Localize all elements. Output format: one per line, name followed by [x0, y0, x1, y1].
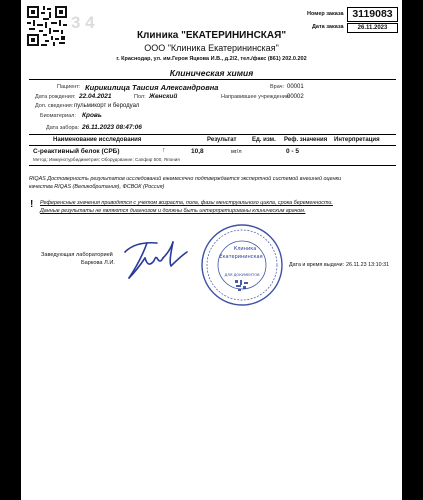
clinic-address: г. Краснодар, ул. им.Героя Яцкова И.В., д.2/2, тел./факс (861) 202.0.202: [116, 56, 307, 62]
qr-side-number: 3 4: [71, 13, 95, 32]
warning-line1: Референсные значения приводятся с учетом возраста, пола, фазы менструального цикла, срока беременности.: [40, 200, 333, 206]
col-header-interp: Интерпретация: [334, 137, 380, 143]
sex-value: Женский: [149, 93, 178, 100]
col-header-unit: Ед. изм.: [252, 137, 276, 143]
col-header-name: Наименование исследования: [53, 137, 142, 143]
birth-value: 22.04.2021: [79, 93, 112, 100]
test-unit: мг/л: [231, 149, 242, 155]
section-title: Клиническая химия: [169, 68, 254, 78]
order-number: 3119083: [347, 7, 398, 22]
test-result: 10,8: [191, 148, 204, 155]
issued-value: 26.11.23 13:10:31: [346, 262, 390, 268]
material-value: Кровь: [82, 112, 102, 119]
extra-info-value: пульмикорт и беродуал: [74, 103, 140, 109]
patient-name: Кирикилица Таисия Александровна: [85, 83, 219, 92]
doctor-value: 00001: [287, 84, 304, 90]
referral-value: 00002: [287, 94, 304, 100]
patient-label: Пациент:: [57, 84, 81, 90]
lab-report-page: [21, 0, 402, 500]
stamp-line2: Екатерининская: [219, 254, 263, 260]
lab-head-name: Баркова Л.И.: [81, 260, 115, 266]
issued-label: Дата и время выдачи:: [289, 262, 345, 268]
signature-image: [119, 232, 191, 280]
test-reference: 0 - 5: [286, 148, 300, 155]
divider: [29, 79, 396, 80]
stamp-line3: ДЛЯ ДОКУМЕНТОВ: [224, 273, 260, 277]
riqas-note-line2: качества RIQAS (Великобритания), ФСВОК (Россия): [29, 184, 165, 190]
collected-value: 26.11.2023 08:47:06: [82, 124, 142, 131]
clinic-stamp-image: [199, 222, 285, 308]
order-date-label: Дата заказа: [312, 24, 344, 30]
clinic-name: Клиника "ЕКАТЕРИНИНСКАЯ": [136, 30, 287, 41]
stamp-line1: Клиника: [233, 246, 257, 252]
order-date: 26.11.2023: [347, 23, 398, 33]
riqas-note-line1: RIQAS Достоверность результатов исследований ежемесячно подтверждается экспертной системой внешней оценки: [29, 176, 342, 182]
referral-label: Направившее учреждение:: [221, 94, 291, 100]
order-number-label: Номер заказа: [307, 11, 344, 17]
organization-name: ООО "Клиника Екатерининская": [144, 43, 279, 53]
test-method: Метод: Иммунотурбидиметрия; Оборудование: Сапфир 500, Япония: [33, 157, 180, 162]
table-bottom-rule: [29, 165, 396, 166]
sex-label: Пол:: [134, 94, 146, 100]
col-header-ref: Реф. значения: [284, 137, 328, 143]
high-flag-icon: ↑: [162, 147, 166, 154]
collected-label: Дата забора:: [46, 125, 80, 131]
warning-line2: Данные результаты не являются диагнозом и должны быть интерпретированы клиническим врачом.: [40, 208, 306, 214]
warning-icon: !: [30, 199, 34, 210]
doctor-label: Врач:: [270, 84, 285, 90]
table-header-rule: [29, 145, 396, 146]
col-header-result: Результат: [207, 137, 237, 143]
material-label: Биоматериал:: [40, 113, 76, 119]
lab-head-title: Заведующая лабораторией: [41, 252, 113, 258]
table-top-rule: [29, 134, 396, 135]
birth-label: Дата рождения:: [35, 94, 76, 100]
extra-info-label: Доп. сведения:: [35, 103, 74, 109]
test-name: С-реактивный белок (СРБ): [33, 148, 120, 155]
